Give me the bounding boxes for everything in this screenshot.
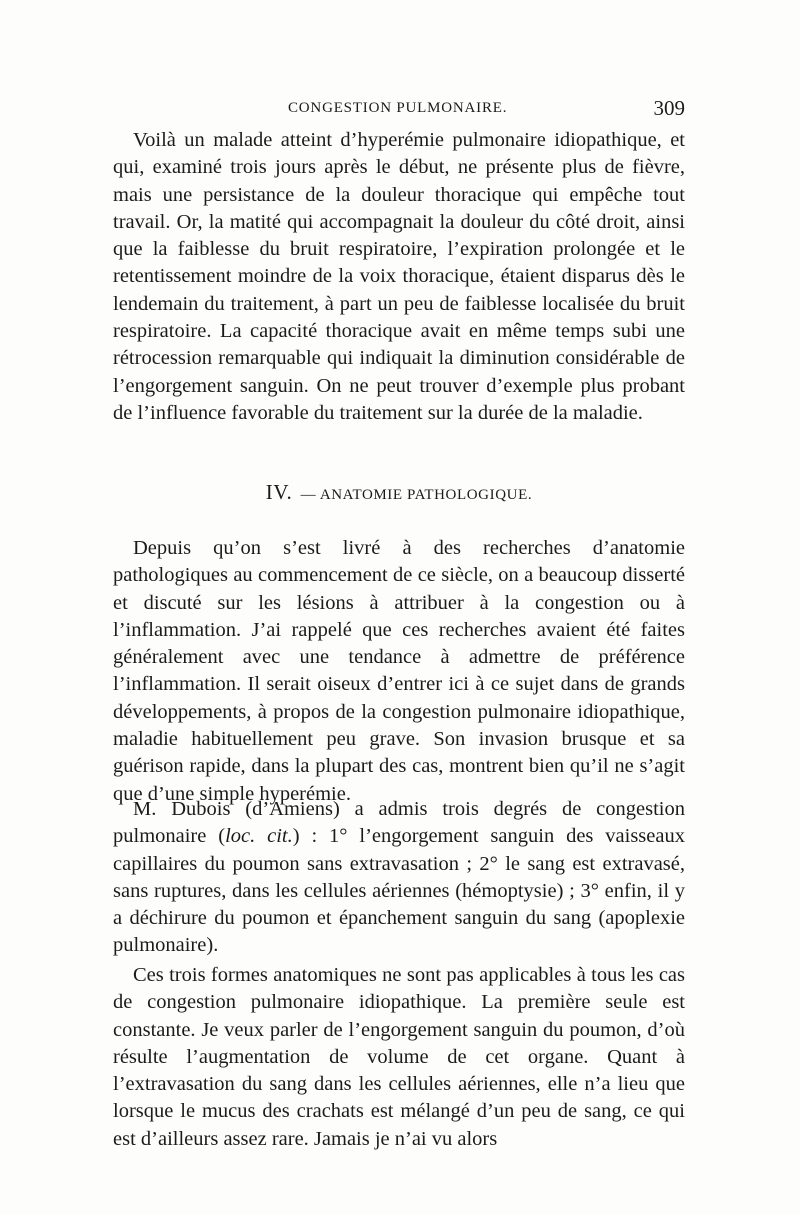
paragraph-1: Voilà un malade atteint d’hyperémie pulmonaire idiopathique, et qui, examiné trois jours après le début, ne présente plus de fièvre, mais une persistance de la douleur thoracique qui empêche tout travail. Or, la matité qui accompagnait la douleur du côté droit, ainsi que la faiblesse du bruit respiratoire, l’expiration prolongée et le retentissement moindre de la voix thoracique, étaient disparus dès le lendemain du traitement, à part un peu de faiblesse localisée du bruit respiratoire. La capacité thoracique avait en même temps subi une rétrocession remarquable qui indiquait la diminution considérable de l’engorgement sanguin. On ne peut trouver d’exemple plus probant de l’influence favorable du traitement sur la durée de la maladie. bbox=[113, 129, 685, 424]
paragraph-block-1 bbox=[113, 127, 685, 427]
paragraph-block-3 bbox=[113, 796, 685, 960]
paragraph-3 bbox=[113, 796, 685, 960]
section-separator: — bbox=[300, 487, 317, 503]
page-number: 309 bbox=[653, 96, 685, 120]
paragraph-block-4 bbox=[113, 962, 685, 1153]
section-title: ANATOMIE PATHOLOGIQUE. bbox=[319, 487, 533, 503]
paragraph-2: Depuis qu’on s’est livré à des recherches d’anatomie pathologiques au commencement de ce siècle, on a beaucoup disserté et discuté sur les lésions à attribuer à la congestion ou à l’inflammation. J’ai rappelé que ces recherches avaient été faites généralement avec une tendance à admettre de préférence l’inflammation. Il serait oiseux d’entrer ici à ce sujet dans de grands développements, à propos de la congestion pulmonaire idiopathique, maladie habituellement peu grave. Son invasion brusque et sa guérison rapide, dans la plupart des cas, montrent bien qu’il ne s’agit que d’une simple hyperémie. bbox=[113, 537, 685, 805]
paragraph-3-part-1: M. Dubois (d’Amiens) a admis trois degrés de congestion pulmonaire ( bbox=[113, 798, 685, 848]
paragraph-block-2 bbox=[113, 535, 685, 808]
section-numeral: IV. bbox=[265, 480, 293, 504]
paragraph-4: Ces trois formes anatomiques ne sont pas applicables à tous les cas de congestion pulmonaire idiopathique. La première seule est constante. Je veux parler de l’engorgement sanguin du poumon, d’où résulte l’augmentation de volume de cet organe. Quant à l’extravasation du sang dans les cellules aériennes, elle n’a lieu que lorsque le mucus des crachats est mélangé d’un peu de sang, ce qui est d’ailleurs assez rare. Jamais je n’ai vu alors bbox=[113, 964, 685, 1150]
paragraph-3-citation: loc. cit. bbox=[225, 825, 293, 848]
section-heading bbox=[113, 480, 685, 505]
running-title: CONGESTION PULMONAIRE. bbox=[288, 100, 508, 116]
paragraph-3-part-2: ) : 1° l’engorgement sanguin des vaisseaux capillaires du poumon sans extravasation ; 2° le sang est extravasé, sans ruptures, dans les cellules aériennes (hémoptysie) ; 3° enfin, il y a déchirure du poumon et épanchement sanguin du sang (apoplexie pulmonaire). bbox=[113, 825, 685, 957]
running-head bbox=[113, 96, 685, 124]
